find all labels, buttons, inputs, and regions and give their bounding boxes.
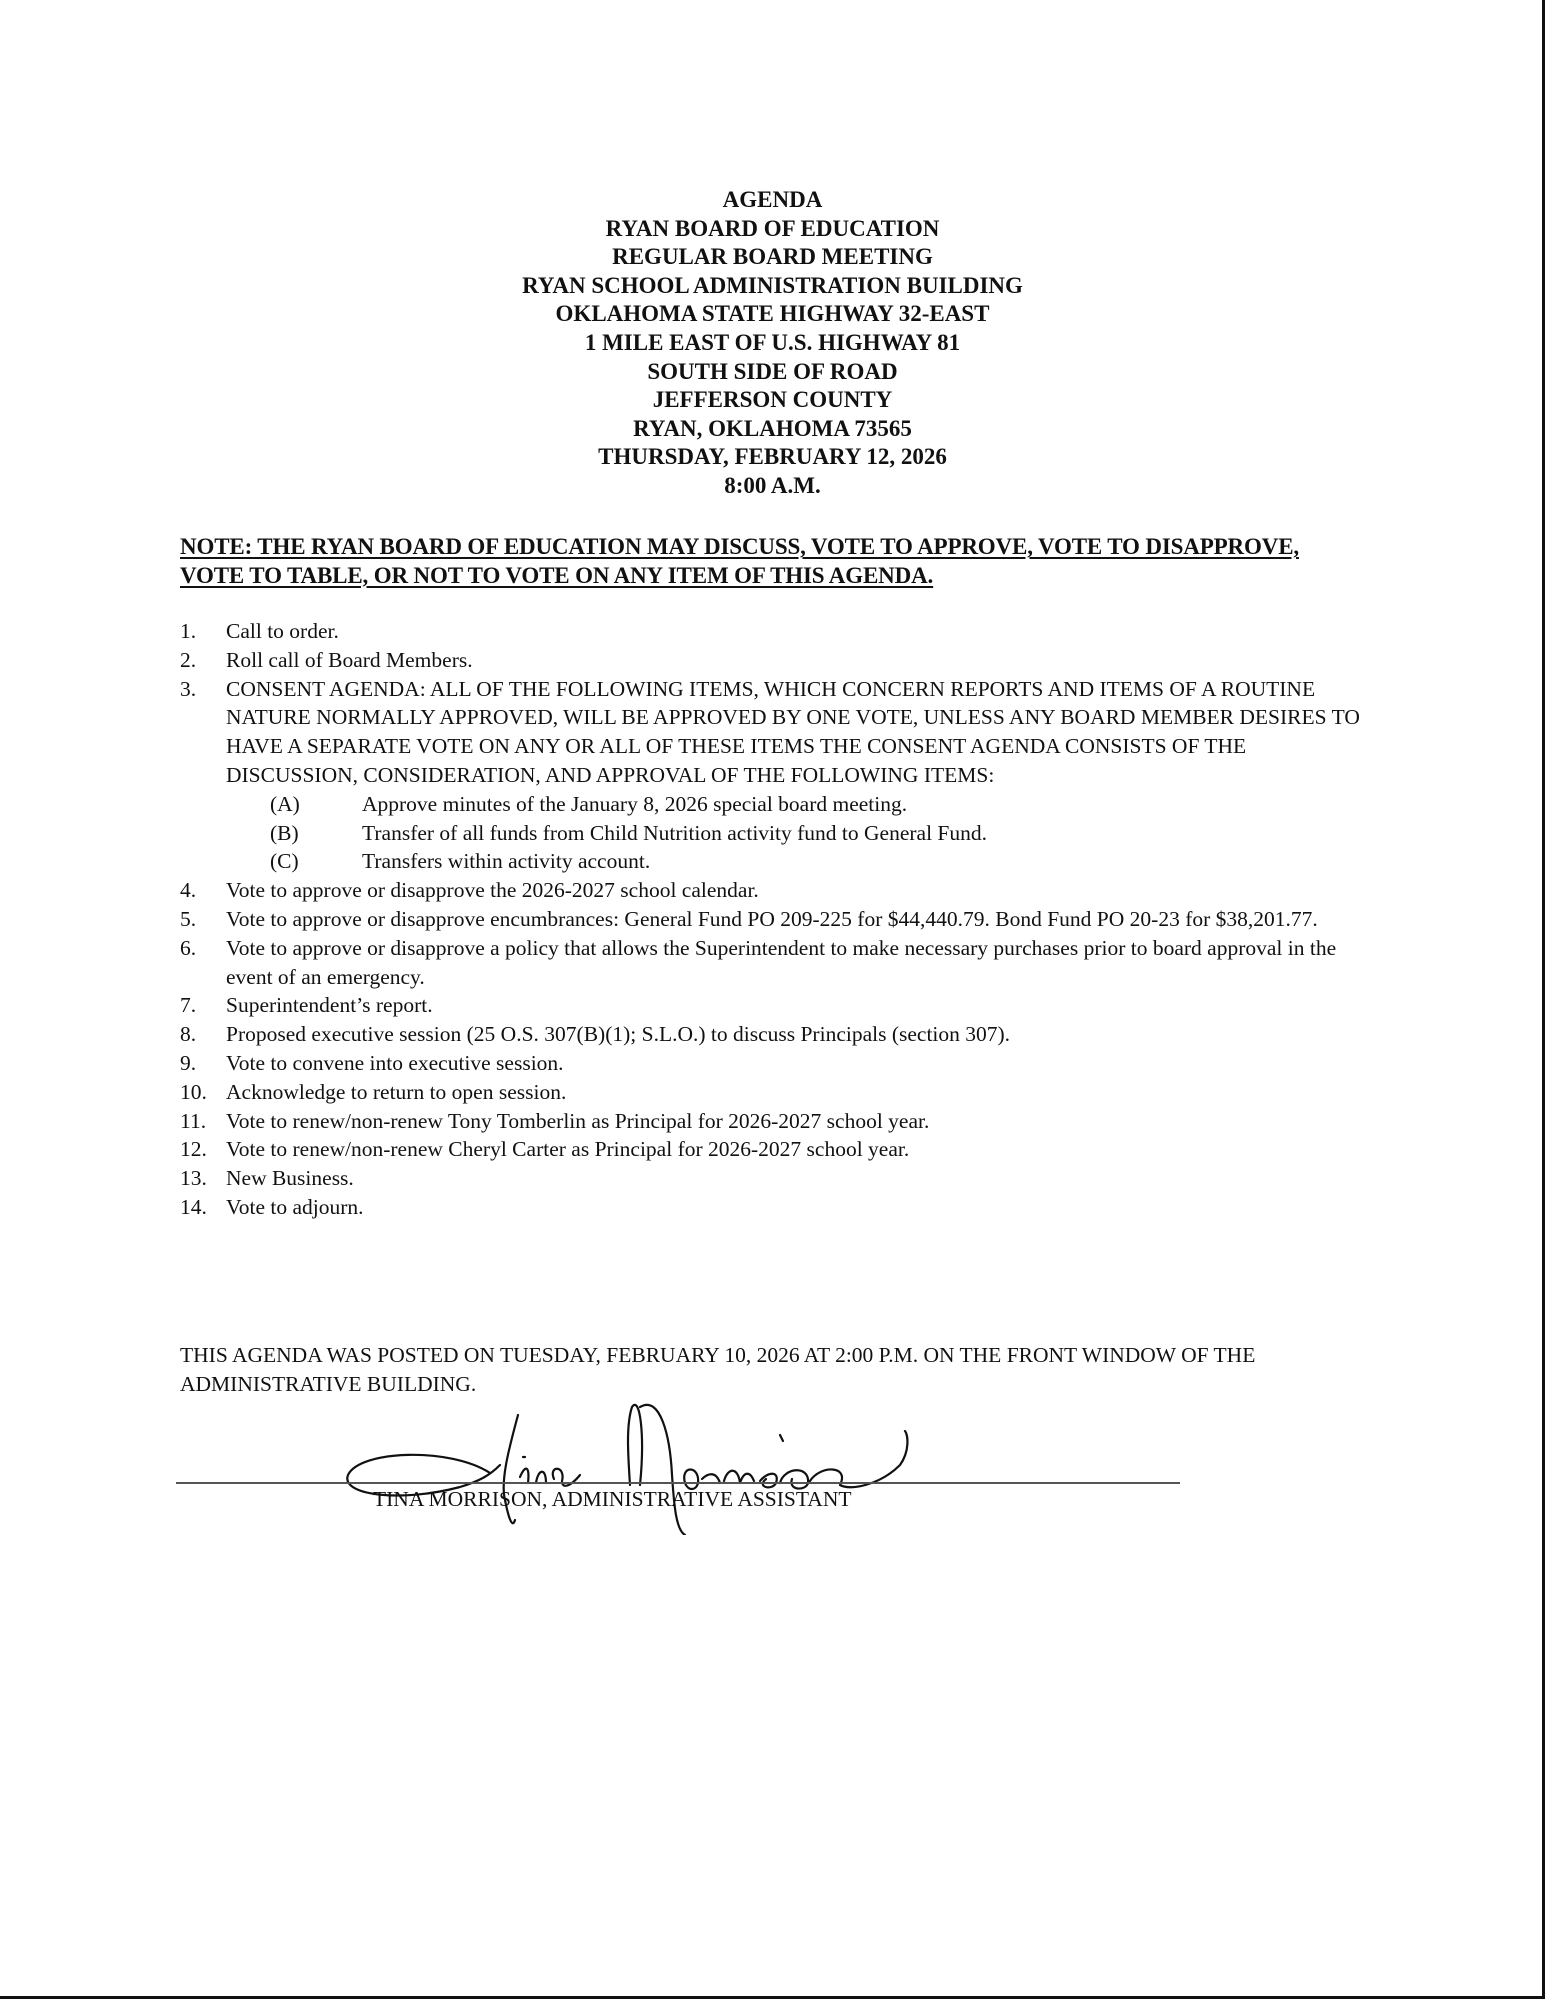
agenda-list bbox=[180, 617, 1360, 1222]
item-text: Superintendent’s report. bbox=[226, 993, 433, 1018]
item-text: New Business. bbox=[226, 1166, 354, 1191]
header-date: THURSDAY, FEBRUARY 12, 2026 bbox=[598, 444, 947, 470]
handwritten-signature bbox=[340, 1395, 1020, 1535]
posting-statement: THIS AGENDA WAS POSTED ON TUESDAY, FEBRUARY 10, 2026 AT 2:00 P.M. ON THE FRONT WINDOW OF THE ADMINISTRATIVE BUILDING. bbox=[180, 1343, 1256, 1396]
item-text: Vote to renew/non-renew Tony Tomberlin as Principal for 2026-2027 school year. bbox=[226, 1108, 930, 1133]
item-number: 7. bbox=[180, 993, 197, 1018]
item-text: Vote to adjourn. bbox=[226, 1194, 364, 1219]
header-address-side: SOUTH SIDE OF ROAD bbox=[647, 358, 898, 384]
subitem-text: Transfers within activity account. bbox=[362, 849, 651, 874]
agenda-item bbox=[180, 1193, 1360, 1222]
item-text: Vote to approve or disapprove encumbrances: General Fund PO 209-225 for $44,440.79. Bond Fund PO 20-23 for $38,201.77. bbox=[226, 906, 1318, 931]
header-county: JEFFERSON COUNTY bbox=[652, 387, 893, 413]
item-number: 4. bbox=[180, 878, 197, 903]
agenda-item bbox=[180, 1107, 1360, 1136]
subitem-label: (A) bbox=[270, 791, 300, 816]
signer-name-title: TINA MORRISON, ADMINISTRATIVE ASSISTANT bbox=[373, 1487, 852, 1511]
item-number: 1. bbox=[180, 619, 197, 643]
item-number: 3. bbox=[180, 676, 197, 701]
item-number: 8. bbox=[180, 1022, 197, 1047]
agenda-item bbox=[180, 617, 1360, 646]
agenda-item bbox=[180, 1135, 1360, 1164]
header-location: RYAN SCHOOL ADMINISTRATION BUILDING bbox=[522, 272, 1023, 298]
item-text: Vote to renew/non-renew Cheryl Carter as Principal for 2026-2027 school year. bbox=[226, 1137, 910, 1162]
header-title: AGENDA bbox=[722, 187, 823, 212]
item-number: 10. bbox=[180, 1079, 207, 1104]
header-address-directions: 1 MILE EAST OF U.S. HIGHWAY 81 bbox=[584, 329, 961, 355]
signature-line bbox=[176, 1482, 1180, 1484]
header-board-name: RYAN BOARD OF EDUCATION bbox=[605, 215, 940, 241]
item-number: 12. bbox=[180, 1137, 207, 1162]
header-time: 8:00 A.M. bbox=[724, 472, 821, 498]
agenda-item bbox=[180, 905, 1360, 934]
agenda-item bbox=[180, 646, 1360, 675]
agenda-note: NOTE: THE RYAN BOARD OF EDUCATION MAY DISCUSS, VOTE TO APPROVE, VOTE TO DISAPPROVE, VOTE TO TABLE, OR NOT TO VOTE ON ANY ITEM OF THIS AGENDA. bbox=[180, 534, 1300, 588]
item-number: 6. bbox=[180, 935, 197, 960]
header-address-highway: OKLAHOMA STATE HIGHWAY 32-EAST bbox=[555, 301, 990, 327]
subitem-text: Transfer of all funds from Child Nutrition activity fund to General Fund. bbox=[362, 820, 988, 845]
consent-subitem bbox=[180, 819, 1360, 848]
agenda-item bbox=[180, 1020, 1360, 1049]
header-city: RYAN, OKLAHOMA 73565 bbox=[633, 415, 912, 441]
subitem-label: (B) bbox=[270, 820, 299, 845]
item-number: 14. bbox=[180, 1194, 207, 1219]
header-meeting-type: REGULAR BOARD MEETING bbox=[612, 244, 933, 270]
item-number: 5. bbox=[180, 906, 197, 931]
agenda-header bbox=[0, 186, 1545, 501]
subitem-text: Approve minutes of the January 8, 2026 special board meeting. bbox=[362, 791, 908, 816]
agenda-item bbox=[180, 934, 1360, 992]
item-text: Proposed executive session (25 O.S. 307(B)(1); S.L.O.) to discuss Principals (section 307). bbox=[226, 1022, 1011, 1047]
agenda-item bbox=[180, 876, 1360, 905]
item-number: 13. bbox=[180, 1166, 207, 1191]
item-text: Roll call of Board Members. bbox=[226, 647, 473, 672]
item-text: CONSENT AGENDA: ALL OF THE FOLLOWING ITEMS, WHICH CONCERN REPORTS AND ITEMS OF A ROUTINE NATURE NORMALLY APPROVED, WILL BE APPROVED BY ONE VOTE, UNLESS ANY BOARD MEMBER DESIRES TO HAVE A SEPARATE VOTE ON ANY OR ALL OF THESE ITEMS THE CONSENT AGENDA CONSISTS OF THE DISCUSSION, CONSIDERATION, AND APPROVAL OF THE FOLLOWING ITEMS: bbox=[226, 676, 1360, 787]
item-number: 9. bbox=[180, 1050, 197, 1075]
consent-subitem bbox=[180, 790, 1360, 819]
item-number: 11. bbox=[180, 1108, 207, 1133]
agenda-item bbox=[180, 1078, 1360, 1107]
item-text: Acknowledge to return to open session. bbox=[226, 1079, 567, 1104]
item-text: Vote to approve or disapprove the 2026-2027 school calendar. bbox=[226, 878, 759, 903]
subitem-label: (C) bbox=[270, 849, 299, 874]
agenda-item bbox=[180, 1164, 1360, 1193]
item-text: Vote to convene into executive session. bbox=[226, 1050, 564, 1075]
item-text: Call to order. bbox=[226, 619, 339, 643]
agenda-item bbox=[180, 991, 1360, 1020]
agenda-item-consent bbox=[180, 675, 1360, 790]
consent-subitem bbox=[180, 847, 1360, 876]
item-text: Vote to approve or disapprove a policy that allows the Superintendent to make necessary purchases prior to board approval in the event of an emergency. bbox=[226, 935, 1337, 989]
agenda-item bbox=[180, 1049, 1360, 1078]
item-number: 2. bbox=[180, 647, 197, 672]
